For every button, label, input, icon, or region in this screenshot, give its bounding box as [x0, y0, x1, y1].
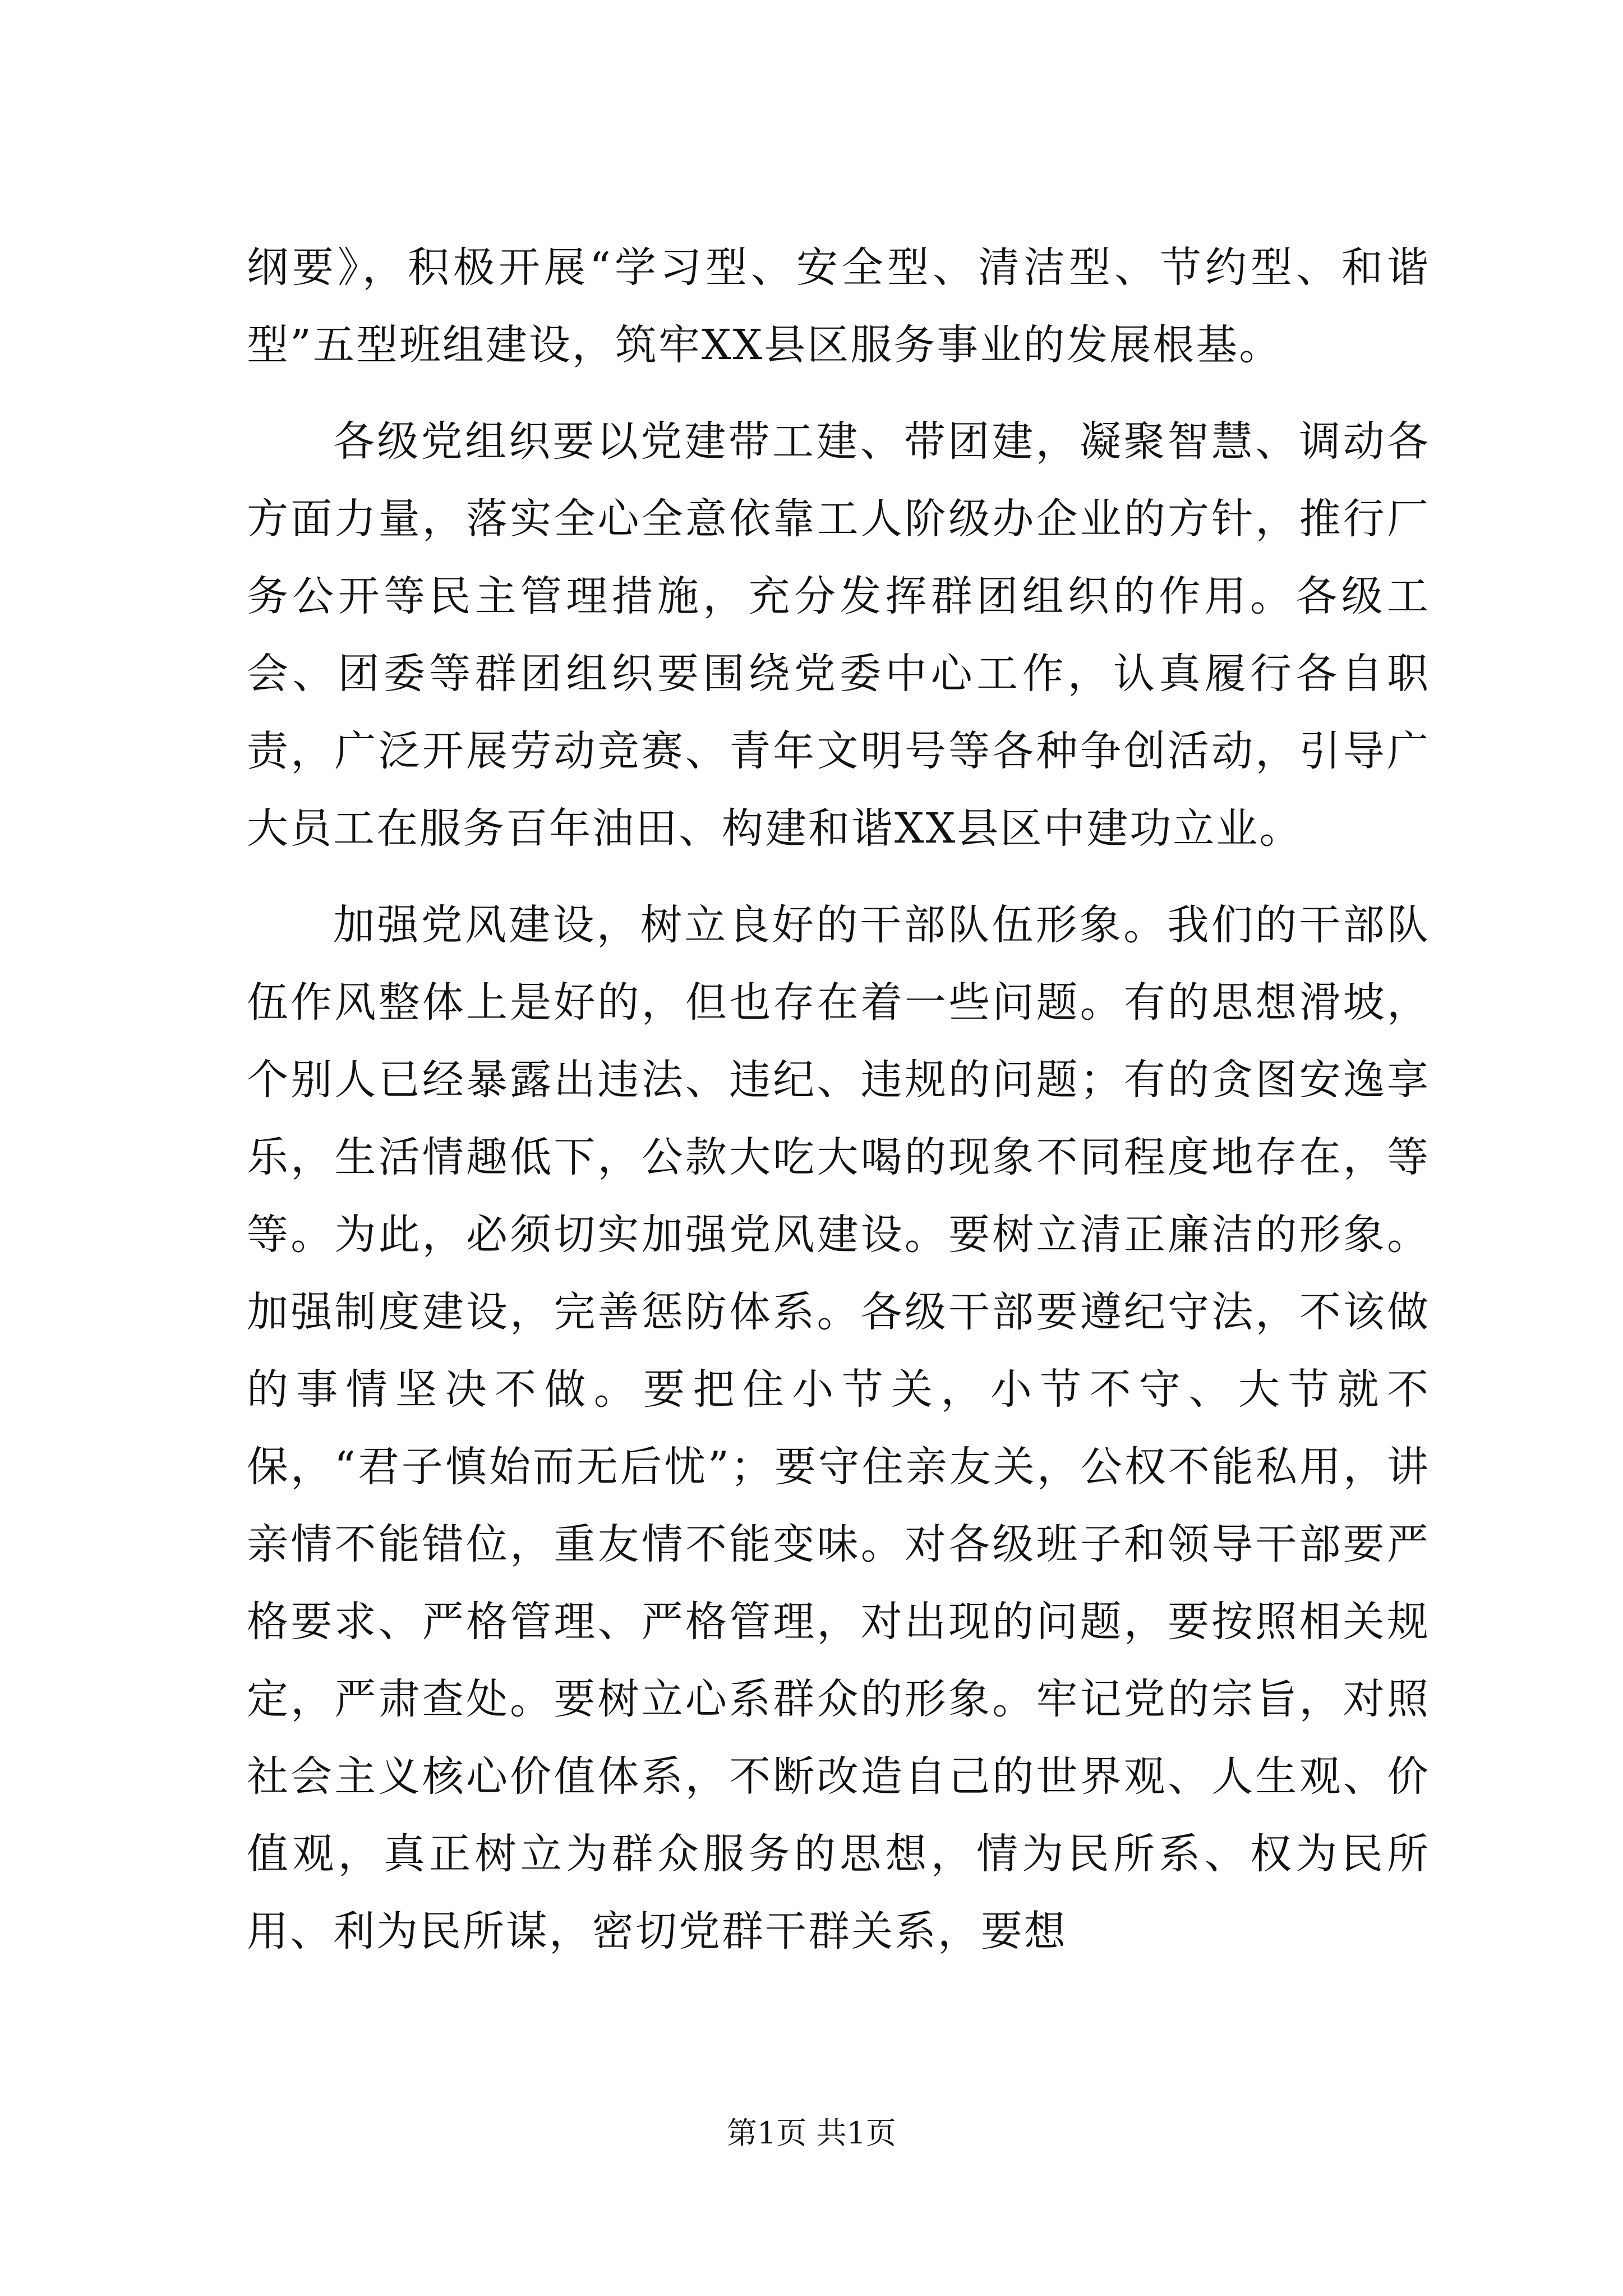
- page-number-label: 第1页 共1页: [727, 2115, 896, 2151]
- document-body: [247, 229, 1430, 1989]
- paragraph-1: 纲要》，积极开展“学习型、安全型、清洁型、节约型、和谐型”五型班组建设，筑牢XX县区服务事业的发展根基。: [247, 243, 1430, 369]
- paragraph-2: 各级党组织要以党建带工建、带团建，凝聚智慧、调动各方面力量，落实全心全意依靠工人阶级办企业的方针，推行厂务公开等民主管理措施，充分发挥群团组织的作用。各级工会、团委等群团组织要围绕党委中心工作，认真履行各自职责，广泛开展劳动竞赛、青年文明号等各种争创活动，引导广大员工在服务百年油田、构建和谐XX县区中建功立业。: [247, 417, 1430, 853]
- page-footer: [0, 2114, 1623, 2153]
- paragraph-3: 加强党风建设，树立良好的干部队伍形象。我们的干部队伍作风整体上是好的，但也存在着一些问题。有的思想滑坡，个别人已经暴露出违法、违纪、违规的问题；有的贪图安逸享乐，生活情趣低下，公款大吃大喝的现象不同程度地存在，等等。为此，必须切实加强党风建设。要树立清正廉洁的形象。加强制度建设，完善惩防体系。各级干部要遵纪守法，不该做的事情坚决不做。要把住小节关，小节不守、大节就不保，“君子慎始而无后忧”；要守住亲友关，公权不能私用，讲亲情不能错位，重友情不能变味。对各级班子和领导干部要严格要求、严格管理、严格管理，对出现的问题，要按照相关规定，严肃查处。要树立心系群众的形象。牢记党的宗旨，对照社会主义核心价值体系，不断改造自己的世界观、人生观、价值观，真正树立为群众服务的思想，情为民所系、权为民所用、利为民所谋，密切党群干群关系，要想: [247, 901, 1430, 1955]
